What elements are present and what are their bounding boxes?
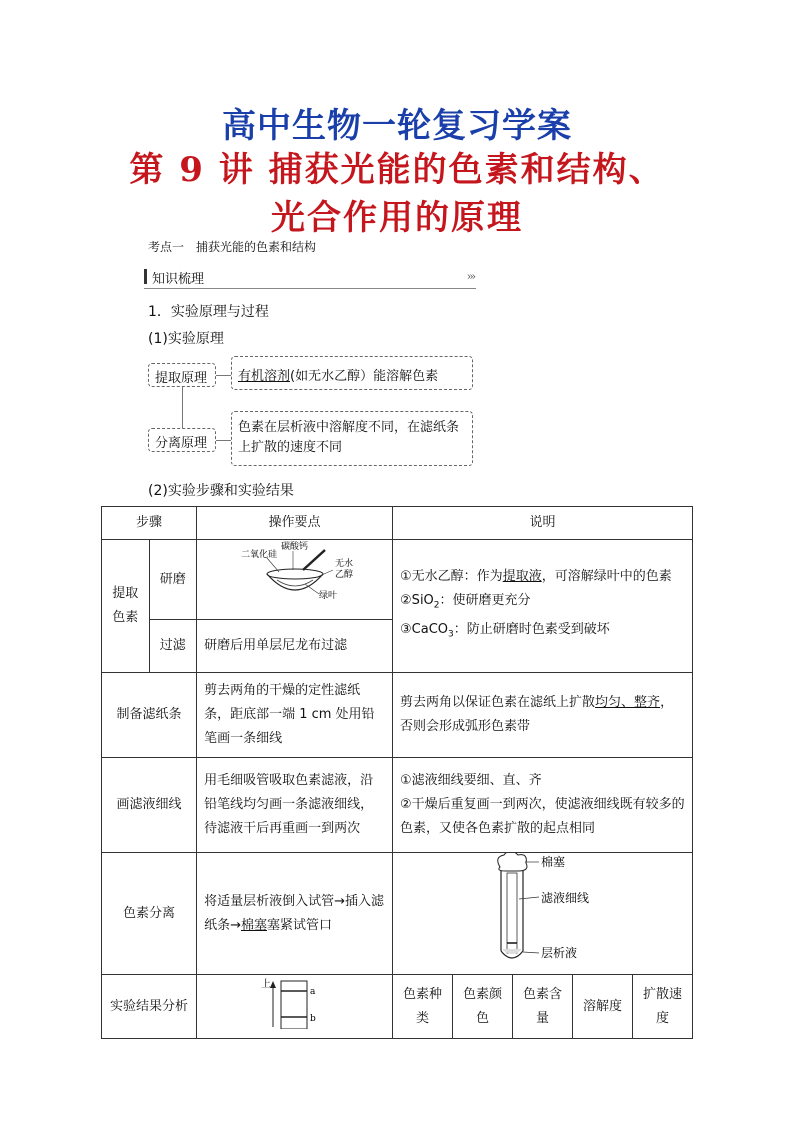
fig-solvent-label: 层析液 bbox=[541, 946, 578, 960]
extract-label: 提取色素 bbox=[102, 540, 150, 673]
connector bbox=[216, 375, 231, 376]
sep-figure-cell bbox=[393, 853, 693, 975]
result-figure-cell bbox=[197, 975, 393, 1039]
fig-ethanol-label-2: 乙醇 bbox=[335, 570, 354, 580]
pointer-line bbox=[305, 584, 319, 594]
organic-solvent-text: 有机溶剂 bbox=[238, 369, 291, 384]
prep-label: 制备滤纸条 bbox=[102, 673, 197, 758]
draw-label: 画滤液细线 bbox=[102, 758, 197, 853]
lecture-title-line2: 光合作用的原理 bbox=[271, 198, 523, 238]
fig-up-label: 上 bbox=[261, 979, 272, 990]
chromatogram-figure bbox=[197, 975, 391, 1029]
result-col-3: 色素含量 bbox=[513, 975, 573, 1039]
extract-desc-rest: (如无水乙醇）能溶解色素 bbox=[290, 369, 439, 384]
mortar-bowl bbox=[267, 574, 323, 590]
pointer-line bbox=[523, 952, 539, 953]
extract-principle-label: 提取原理 bbox=[148, 363, 216, 387]
connector bbox=[182, 387, 183, 428]
fig-sio2-label: 二氧化硅 bbox=[241, 550, 278, 560]
mortar-figure bbox=[197, 540, 391, 610]
result-col-2: 色素颜色 bbox=[453, 975, 513, 1039]
result-col-1: 色素种类 bbox=[393, 975, 453, 1039]
prep-op: 剪去两角的干燥的定性滤纸条，距底部一端 1 cm 处用铅笔画一条细线 bbox=[197, 673, 393, 758]
kaodian-heading bbox=[148, 238, 316, 255]
extract-note-3: ③CaCO$_3$：防止研磨时色素受到破坏 bbox=[400, 622, 610, 640]
extract-note-2: ②SiO$_2$：使研磨更充分 bbox=[400, 593, 531, 611]
page-title: 高中生物一轮复习学案 bbox=[222, 106, 572, 146]
fig-caco3-label: 碳酸钙 bbox=[281, 542, 309, 552]
fig-b-label: b bbox=[310, 1014, 316, 1024]
mortar-contents bbox=[277, 580, 313, 586]
result-col-5: 扩散速度 bbox=[632, 975, 692, 1039]
fig-line-label: 滤液细线 bbox=[541, 891, 590, 905]
sep-op: 将适量层析液倒入试管→插入滤纸条→棉塞塞紧试管口 bbox=[197, 853, 393, 975]
sep-label: 色素分离 bbox=[102, 853, 197, 975]
fig-leaf-label: 绿叶 bbox=[319, 591, 338, 601]
mortar-rim bbox=[267, 569, 323, 579]
kaodian-label: 考点一 bbox=[148, 240, 185, 254]
fig-ethanol-label-1: 无水 bbox=[335, 559, 354, 569]
test-tube-figure bbox=[393, 853, 689, 965]
heading-2: (1)实验原理 bbox=[148, 331, 224, 347]
separate-principle-desc: 色素在层析液中溶解度不同，在滤纸条上扩散的速度不同 bbox=[231, 411, 473, 466]
header-step: 步骤 bbox=[102, 507, 197, 540]
fig-cotton-label: 棉塞 bbox=[541, 855, 566, 869]
pestle bbox=[303, 550, 325, 570]
extract-note-1: ①无水乙醇：作为提取液，可溶解绿叶中的色素 bbox=[400, 569, 672, 585]
draw-note-2: ②干燥后重复画一到两次，使滤液细线既有较多的色素，又使各色素扩散的起点相同 bbox=[400, 797, 685, 836]
result-col-4: 溶解度 bbox=[572, 975, 632, 1039]
grind-label: 研磨 bbox=[149, 540, 197, 620]
section-label: 知识梳理 bbox=[152, 272, 205, 287]
fig-a-label: a bbox=[310, 987, 316, 997]
chevron-right-icon: ››› bbox=[466, 270, 474, 283]
section-bar-marker bbox=[144, 269, 147, 284]
prep-note: 剪去两角以保证色素在滤纸上扩散均匀、整齐，否则会形成弧形色素带 bbox=[393, 673, 693, 758]
grind-figure-cell bbox=[197, 540, 393, 620]
header-note: 说明 bbox=[393, 507, 693, 540]
connector bbox=[216, 440, 231, 441]
kaodian-topic: 捕获光能的色素和结构 bbox=[196, 240, 317, 254]
steps-table bbox=[101, 506, 693, 1039]
extract-principle-desc bbox=[231, 356, 473, 390]
pointer-line bbox=[267, 558, 279, 572]
draw-note-1: ①滤液细线要细、直、齐 bbox=[400, 773, 542, 788]
draw-op: 用毛细吸管吸取色素滤液，沿铅笔线均匀画一条滤液细线，待滤液干后再重画一到两次 bbox=[197, 758, 393, 853]
extract-note bbox=[393, 540, 693, 673]
filter-paper bbox=[281, 981, 307, 1029]
separate-principle-label: 分离原理 bbox=[148, 428, 216, 452]
filter-op: 研磨后用单层尼龙布过滤 bbox=[197, 620, 393, 673]
lecture-title-line1: 第 9 讲 捕获光能的色素和结构、 bbox=[129, 150, 665, 190]
cotton-plug bbox=[498, 853, 527, 871]
solvent-fill bbox=[502, 949, 522, 954]
section-bar bbox=[144, 266, 476, 289]
heading-3: (2)实验步骤和实验结果 bbox=[148, 483, 294, 499]
pointer-line bbox=[519, 897, 539, 899]
heading-1: 1．实验原理与过程 bbox=[148, 304, 269, 320]
result-label: 实验结果分析 bbox=[102, 975, 197, 1039]
header-ops: 操作要点 bbox=[197, 507, 393, 540]
filter-label: 过滤 bbox=[149, 620, 197, 673]
draw-note bbox=[393, 758, 693, 853]
filter-strip bbox=[507, 873, 517, 953]
